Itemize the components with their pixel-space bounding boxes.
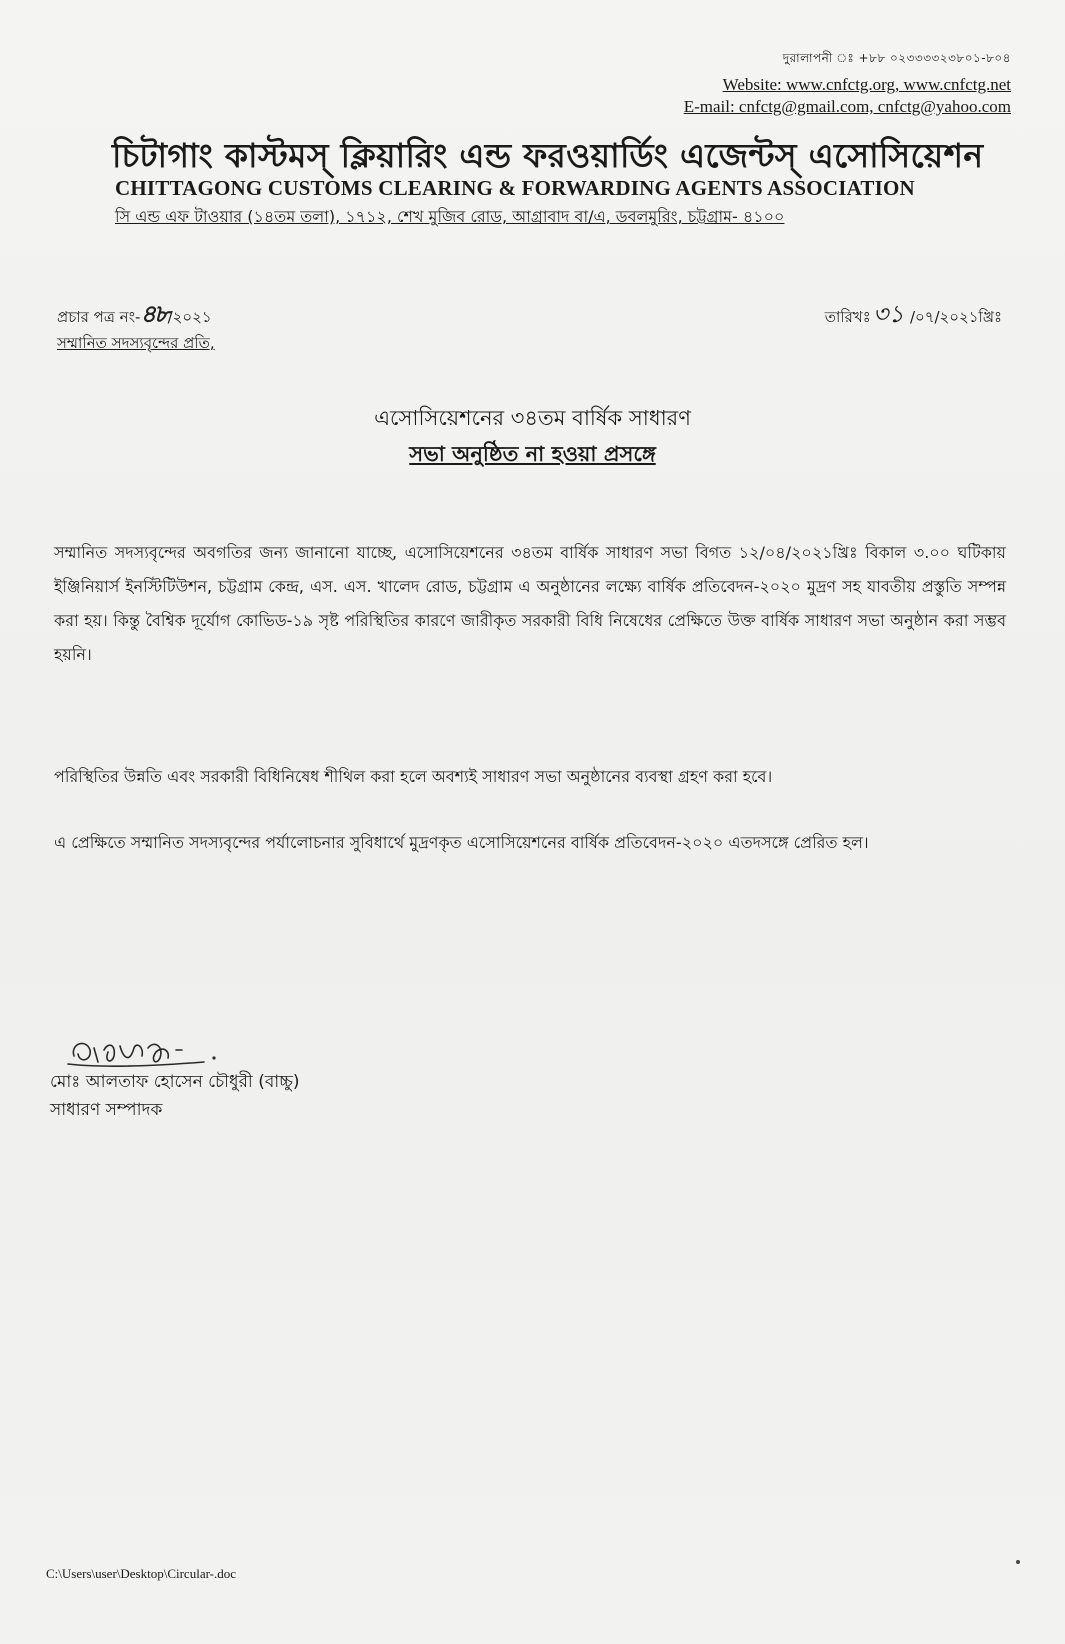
body-paragraph-3: এ প্রেক্ষিতে সম্মানিত সদস্যবৃন্দের পর্যালোচনার সুবিধার্থে মুদ্রণকৃত এসোসিয়েশনের বার্ষিক প্রতিবেদন-২০২০ এতদসঙ্গে প্রেরিত হল। [54, 833, 869, 852]
body-paragraph-1: সম্মানিত সদস্যবৃন্দের অবগতির জন্য জানানো যাচ্ছে, এসোসিয়েশনের ৩৪তম বার্ষিক সাধারণ সভা বিগত ১২/০৪/২০২১খ্রিঃ বিকাল ৩.০০ ঘটিকায় ইঞ্জিনিয়ার্স ইনস্টিটিউশন, চট্টগ্রাম কেন্দ্র, এস. এস. খালেদ রোড, চট্টগ্রাম এ অনুষ্ঠানের লক্ষ্যে বার্ষিক প্রতিবেদন-২০২০ মুদ্রণ সহ যাবতীয় প্রস্তুতি সম্পন্ন করা হয়। কিন্তু বৈশ্বিক দূর্যোগ কোভিড-১৯ সৃষ্ট পরিস্থিতির কারণে জারীকৃত সরকারী বিধি নিষেধের প্রেক্ষিতে উক্ত বার্ষিক সাধারণ সভা অনুষ্ঠান করা সম্ভব হয়নি। [54, 543, 1006, 664]
letter-date [825, 296, 1002, 336]
circular-handwritten-number: ৪৮ [140, 299, 168, 328]
website-link[interactable]: Website: www.cnfctg.org, www.cnfctg.net [722, 75, 1011, 94]
file-path-footer: C:\Users\user\Desktop\Circular-.doc [46, 1566, 237, 1581]
subject-heading [0, 400, 1065, 472]
org-address: সি এন্ড এফ টাওয়ার (১৪তম তলা), ১৭১২, শেখ মুজিব রোড, আগ্রাবাদ বা/এ, ডবলমুরিং, চট্টগ্রাম- ৪১০০ [115, 207, 785, 226]
org-name-bengali: চিটাগাং কাস্টমস্ ক্লিয়ারিং এন্ড ফরওয়ার্ডিং এজেন্টস্ এসোসিয়েশন [112, 136, 984, 175]
org-name-english: CHITTAGONG CUSTOMS CLEARING & FORWARDING AGENTS ASSOCIATION [115, 176, 915, 200]
date-handwritten-day: ৩১ [872, 300, 904, 328]
body-paragraph-2: পরিস্থিতির উন্নতি এবং সরকারী বিধিনিষেধ শীথিল করা হলে অবশ্যই সাধারণ সভা অনুষ্ঠানের ব্যবস্থা গ্রহণ করা হবে। [54, 767, 773, 786]
scan-speck [1016, 1560, 1020, 1564]
salutation: সম্মানিত সদস্যবৃন্দের প্রতি, [57, 334, 215, 352]
phone-number: দুরালাপনী ঃ +৮৮ ০২৩৩৩৩২৩৮০১-৮০৪ [782, 51, 1011, 65]
circular-suffix: /২০২১ [167, 308, 212, 326]
subject-line-2: সভা অনুষ্ঠিত না হওয়া প্রসঙ্গে [409, 442, 656, 466]
contact-block [684, 50, 1011, 118]
signatory-block [50, 1068, 300, 1124]
circular-number [57, 296, 212, 336]
signatory-title: সাধারণ সম্পাদক [50, 1100, 163, 1120]
email-link[interactable]: E-mail: cnfctg@gmail.com, cnfctg@yahoo.com [683, 97, 1011, 116]
date-prefix: তারিখঃ [824, 308, 871, 326]
subject-line-1: এসোসিয়েশনের ৩৪তম বার্ষিক সাধারণ [374, 406, 691, 430]
circular-prefix: প্রচার পত্র নং- [57, 308, 141, 326]
date-suffix: /০৭/২০২১খ্রিঃ [909, 308, 1002, 326]
signatory-name: মোঃ আলতাফ হোসেন চৌধুরী (বাচ্চু) [50, 1072, 300, 1092]
